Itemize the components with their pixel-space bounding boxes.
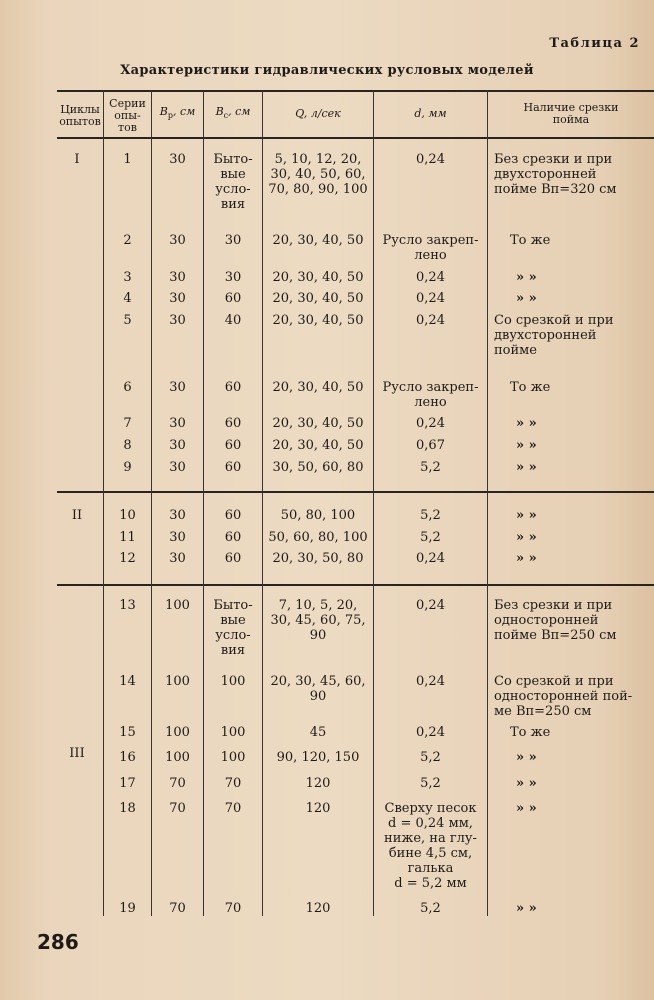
table-cell-d: 0,24: [416, 674, 445, 689]
table-cell-cut: То же: [510, 233, 551, 248]
col-divider: [103, 90, 104, 916]
page-number: 286: [37, 930, 79, 954]
table-cell-bc: 40: [224, 313, 242, 328]
table-cell-cut: » »: [516, 416, 537, 431]
table-cell-d: Сверху песок d = 0,24 мм, ниже, на глу- бине 4,5 см, галька d = 5,2 мм: [384, 801, 477, 891]
table-cell-series: 5: [123, 313, 132, 328]
table-cell-q: 20, 30, 40, 50: [272, 270, 364, 285]
table-cell-bc: 70: [224, 776, 242, 791]
table-cell-bp: 70: [169, 776, 186, 791]
table-cell-bp: 30: [169, 380, 186, 395]
table-cell-d: 5,2: [420, 460, 441, 475]
cycle-divider-1: [57, 491, 654, 493]
table-cell-series: 8: [123, 438, 132, 453]
table-cell-cut: Без срезки и при двухсторонней пойме Bп=320 см: [494, 152, 617, 197]
table-cell-series: 19: [119, 901, 136, 916]
table-cell-d: 5,2: [420, 776, 441, 791]
table-cell-cut: » »: [516, 508, 537, 523]
table-cell-bc: 100: [220, 725, 246, 740]
table-cell-cut: То же: [510, 380, 551, 395]
table-cell-cut: » »: [516, 270, 537, 285]
table-cell-series: 12: [119, 551, 136, 566]
table-cell-bp: 70: [169, 801, 186, 816]
table-cell-cut: » »: [516, 460, 537, 475]
col-divider: [487, 90, 488, 916]
col-divider: [373, 90, 374, 916]
cycle-label: II: [71, 508, 83, 523]
table-cell-cut: Без срезки и при односторонней пойме Bп=250 см: [494, 598, 617, 643]
table-cell-q: 20, 30, 40, 50: [272, 291, 364, 306]
table-cell-series: 16: [119, 750, 136, 765]
table-cell-cut: » »: [516, 530, 537, 545]
table-cell-q: 20, 30, 50, 80: [272, 551, 364, 566]
table-cell-q: 50, 80, 100: [280, 508, 356, 523]
cycle-label: I: [74, 152, 80, 167]
table-cell-series: 15: [119, 725, 136, 740]
table-cell-bc: 60: [224, 380, 242, 395]
table-cell-bc: 100: [220, 750, 246, 765]
table-cell-bp: 100: [165, 750, 190, 765]
table-cell-bp: 100: [165, 725, 190, 740]
table-cell-bc: 60: [224, 551, 242, 566]
table-cell-q: 20, 30, 40, 50: [272, 313, 364, 328]
table-cell-d: 5,2: [420, 901, 441, 916]
table-cell-q: 120: [305, 801, 331, 816]
table-cell-series: 3: [123, 270, 132, 285]
table-cell-bp: 30: [169, 313, 186, 328]
table-cell-q: 20, 30, 40, 50: [272, 416, 364, 431]
table-cell-bp: 30: [169, 460, 186, 475]
header-cut: Наличие срезки поймa: [523, 101, 619, 126]
table-cell-q: 90, 120, 150: [276, 750, 360, 765]
table-cell-d: 0,24: [416, 313, 445, 328]
table-cell-series: 11: [119, 530, 136, 545]
table-cell-d: 0,24: [416, 291, 445, 306]
table-cell-q: 20, 30, 40, 50: [272, 380, 364, 395]
table-cell-d: 0,67: [416, 438, 445, 453]
table-cell-q: 120: [305, 776, 331, 791]
header-d: d, мм: [414, 107, 447, 120]
table-cell-q: 20, 30, 40, 50: [272, 438, 364, 453]
header-q: Q, л/сек: [295, 107, 341, 120]
table-cell-q: 20, 30, 40, 50: [272, 233, 364, 248]
header-bp: $B_р$, см: [159, 105, 196, 121]
table-cell-d: 5,2: [420, 508, 441, 523]
table-cell-bc: 60: [224, 460, 242, 475]
table-cell-q: 30, 50, 60, 80: [272, 460, 364, 475]
table-cell-bp: 30: [169, 551, 186, 566]
table-cell-bp: 30: [169, 233, 186, 248]
table-cell-d: 0,24: [416, 598, 445, 613]
table-cell-cut: » »: [516, 438, 537, 453]
table-cell-d: 0,24: [416, 725, 445, 740]
col-divider: [262, 90, 263, 916]
table-cell-d: 0,24: [416, 416, 445, 431]
table-cell-series: 18: [119, 801, 136, 816]
table-cell-cut: » »: [516, 291, 537, 306]
col-divider: [151, 90, 152, 916]
table-cell-series: 7: [123, 416, 132, 431]
header-cycles: Циклы опытов: [59, 103, 101, 128]
col-divider: [203, 90, 204, 916]
table-cell-q: 5, 10, 12, 20, 30, 40, 50, 60, 70, 80, 90, 100: [268, 152, 368, 197]
table-cell-series: 9: [123, 460, 132, 475]
table-cell-cut: » »: [516, 551, 537, 566]
table-cell-bp: 30: [169, 291, 186, 306]
table-cell-d: 0,24: [416, 270, 445, 285]
table-cell-d: Русло закреп- лено: [382, 380, 479, 410]
table-cell-series: 13: [119, 598, 136, 613]
table-cell-bc: 60: [224, 438, 242, 453]
table-cell-bc: Быто- вые усло- вия: [213, 598, 253, 658]
table-cell-d: 5,2: [420, 750, 441, 765]
table-number: Таблица 2: [549, 36, 640, 51]
table-cell-bc: 60: [224, 416, 242, 431]
table-cell-bp: 30: [169, 416, 186, 431]
table-cell-bp: 30: [169, 508, 186, 523]
table-cell-q: 45: [309, 725, 327, 740]
table-cell-bp: 30: [169, 270, 186, 285]
table-cell-bc: 100: [220, 674, 246, 689]
table-cell-q: 120: [305, 901, 331, 916]
table-cell-series: 6: [123, 380, 132, 395]
header-bottom-rule: [57, 137, 654, 139]
table-cell-bp: 30: [169, 438, 186, 453]
table-cell-bc: 30: [224, 270, 242, 285]
table-cell-cut: Со срезкой и при двухсторонней пойме: [494, 313, 614, 358]
table-cell-d: 5,2: [420, 530, 441, 545]
table-cell-q: 50, 60, 80, 100: [268, 530, 368, 545]
cycle-divider-2: [57, 584, 654, 586]
cycle-label: III: [69, 746, 85, 761]
table-cell-cut: » »: [516, 776, 537, 791]
header-bc: $B_с$, см: [215, 105, 251, 121]
table-cell-bc: 70: [224, 801, 242, 816]
table-cell-cut: Со срезкой и при односторонней пой- ме Bп=250 см: [494, 674, 633, 719]
table-cell-bc: 60: [224, 508, 242, 523]
table-cell-q: 7, 10, 5, 20, 30, 45, 60, 75, 90: [270, 598, 366, 643]
table-cell-bp: 30: [169, 530, 186, 545]
table-cell-cut: » »: [516, 801, 537, 816]
table-cell-bc: 70: [224, 901, 242, 916]
table-cell-series: 2: [123, 233, 132, 248]
table-cell-bp: 30: [169, 152, 186, 167]
table-top-rule: [57, 90, 654, 92]
header-series: Серии опы- тов: [109, 97, 146, 134]
table-cell-series: 17: [119, 776, 136, 791]
table-cell-q: 20, 30, 45, 60, 90: [270, 674, 366, 704]
table-cell-cut: То же: [510, 725, 551, 740]
table-cell-bp: 100: [165, 674, 190, 689]
table-cell-bc: Быто- вые усло- вия: [213, 152, 253, 212]
table-cell-bp: 70: [169, 901, 186, 916]
table-cell-bc: 30: [224, 233, 242, 248]
table-cell-cut: » »: [516, 901, 537, 916]
table-cell-series: 14: [119, 674, 136, 689]
table-cell-bp: 100: [165, 598, 190, 613]
table-cell-series: 1: [123, 152, 132, 167]
table-cell-d: Русло закреп- лено: [382, 233, 479, 263]
table-cell-series: 4: [123, 291, 132, 306]
table-cell-d: 0,24: [416, 551, 445, 566]
table-cell-cut: » »: [516, 750, 537, 765]
table-cell-bc: 60: [224, 291, 242, 306]
table-cell-d: 0,24: [416, 152, 445, 167]
table-cell-series: 10: [119, 508, 136, 523]
table-cell-bc: 60: [224, 530, 242, 545]
table-caption: Характеристики гидравлических русловых моделей: [120, 63, 534, 78]
